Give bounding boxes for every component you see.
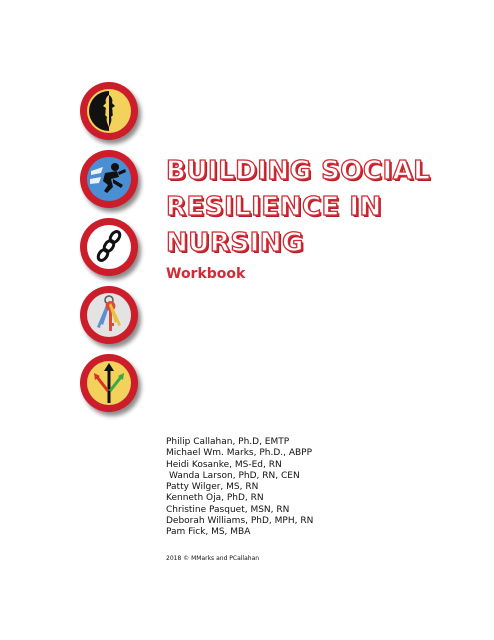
runner-icon: [80, 150, 138, 208]
author-name: Michael Wm. Marks, Ph.D., ABPP: [166, 448, 313, 459]
author-name: Christine Pasquet, MSN, RN: [166, 504, 290, 515]
book-title: [166, 153, 486, 261]
author-name: Heidi Kosanke, MS-Ed, RN: [166, 459, 282, 470]
title-line-3: NURSING: [166, 228, 304, 258]
copyright-notice: 2018 © MMarks and PCallahan: [166, 555, 260, 562]
author-name: Deborah Williams, PhD, MPH, RN: [166, 516, 314, 527]
title-line-1: BUILDING SOCIAL: [166, 156, 431, 186]
two-faces-icon: [80, 82, 138, 140]
author-name: Kenneth Oja, PhD, RN: [166, 493, 264, 504]
author-name: Pam Fick, MS, MBA: [166, 527, 251, 538]
author-name: Philip Callahan, Ph.D, EMTP: [166, 437, 290, 447]
author-list: [166, 437, 313, 539]
diverging-arrows-icon: [80, 354, 138, 412]
author-name: Patty Wilger, MS, RN: [166, 482, 259, 493]
book-subtitle: Workbook: [166, 266, 246, 282]
title-line-2: RESILIENCE IN: [166, 192, 382, 222]
keys-icon: [80, 286, 138, 344]
chain-link-icon: [80, 218, 138, 276]
author-name: Wanda Larson, PhD, RN, CEN: [169, 470, 300, 481]
